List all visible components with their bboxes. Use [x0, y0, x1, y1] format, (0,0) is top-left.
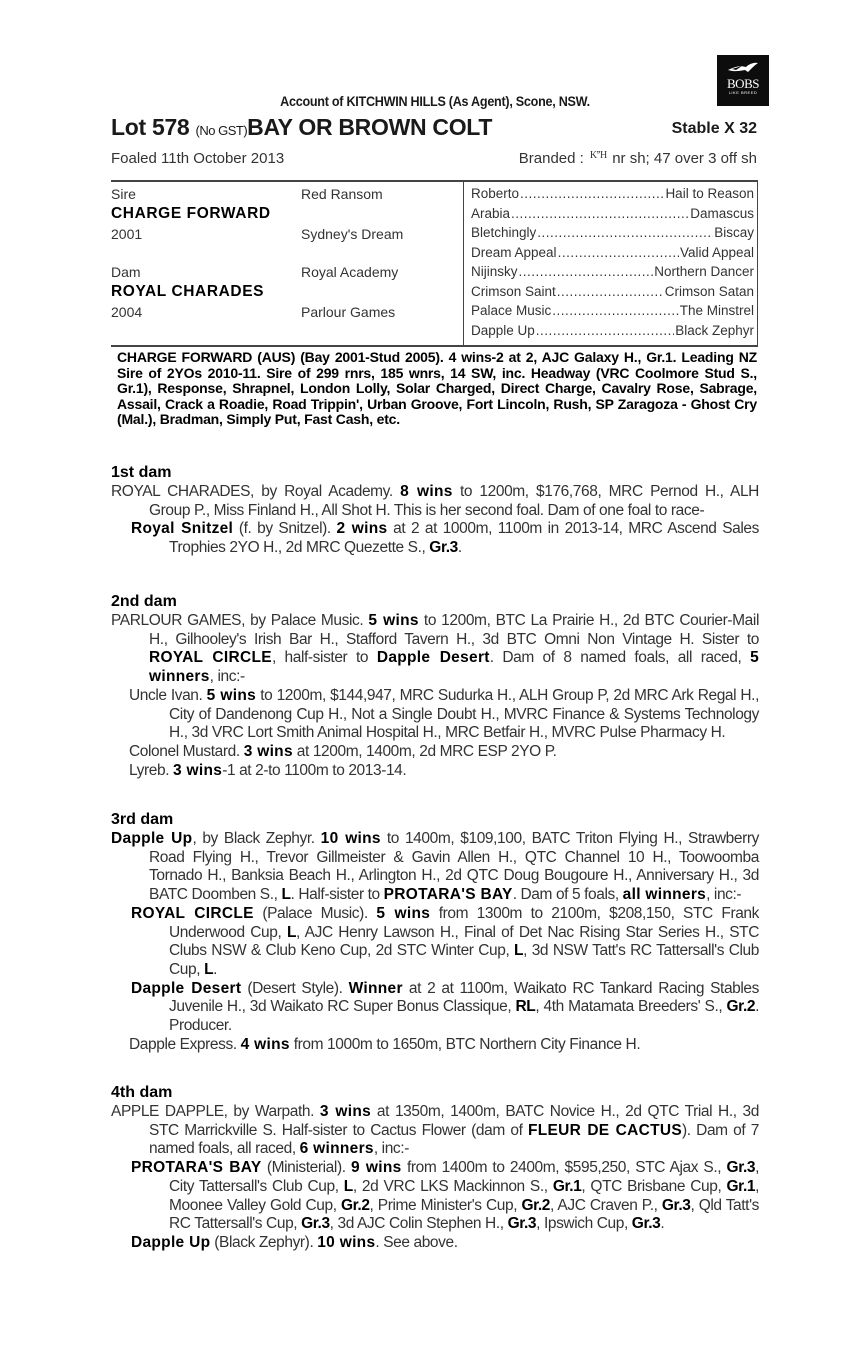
- brand-mark-icon: K’’H: [589, 150, 607, 161]
- bold-text: 5 wins: [376, 904, 431, 922]
- horse-name: Dapple Desert: [376, 649, 490, 667]
- first-dam-section: [111, 463, 759, 558]
- text: , QTC Brisbane Cup,: [581, 1177, 727, 1195]
- text: (Black Zephyr).: [210, 1233, 318, 1251]
- text: to 1200m, $176,768, MRC Pernod H., ALH Group P., Miss Finland H., All Shot H. This is her second foal. Dam of one foal to race-: [149, 483, 759, 519]
- grade-badge: Gr.2: [521, 1196, 551, 1214]
- grade-badge: Gr.2: [726, 998, 756, 1016]
- bold-text: 6 winners: [299, 1140, 374, 1158]
- gst-note: (No GST): [195, 123, 248, 138]
- grade-badge: Gr.3: [429, 539, 458, 557]
- grandparent-left: Roberto: [471, 186, 520, 201]
- text: , inc:-: [373, 1140, 409, 1158]
- grandparent-left: Bletchingly: [471, 225, 537, 240]
- dam-year: 2004: [111, 304, 143, 320]
- text: ROYAL CHARADES, by Royal Academy.: [111, 483, 401, 500]
- pedigree-grandparents: [468, 182, 756, 345]
- logo-brand: BOBS: [727, 76, 759, 91]
- text: to 1200m, $144,947, MRC Sudurka H., ALH Group P, 2d MRC Ark Regal H., City of Dandenong Cup H., Not a Single Doubt H., MVRC Finance & Systems Technology H., 3d VRC Lort Smith Animal Hospital H., MRC Betfair H., MVRC Pulse Pharmacy H.: [169, 686, 759, 742]
- text: Uncle Ivan.: [129, 686, 207, 704]
- horse-name: PROTARA'S BAY: [383, 886, 513, 904]
- grade-badge: L: [281, 886, 291, 904]
- text: , Prime Minister's Cup,: [369, 1196, 522, 1214]
- grade-badge: Gr.3: [631, 1215, 661, 1233]
- grandparent-right: Biscay: [714, 225, 754, 240]
- text: Dapple Express.: [129, 1035, 241, 1053]
- progeny-paragraph: [111, 1234, 759, 1253]
- bold-text: 8 wins: [400, 483, 453, 500]
- text: ). Dam of 7 named foals, all raced,: [149, 1121, 760, 1158]
- second-dam-section: [111, 592, 759, 780]
- progeny-paragraph: [111, 980, 759, 1036]
- grandparent-right: Northern Dancer: [654, 264, 754, 279]
- section-title: 4th dam: [111, 1084, 173, 1101]
- text: , Moonee Valley Gold Cup,: [169, 1177, 759, 1214]
- leader-dots: [558, 245, 679, 264]
- text: . Producer.: [169, 998, 759, 1035]
- logo-subtitle: LIKE BREED: [728, 90, 758, 95]
- sire-dam: Sydney's Dream: [301, 226, 404, 242]
- grade-badge: Gr.3: [726, 1159, 756, 1177]
- text: (Ministerial).: [261, 1159, 351, 1177]
- text: at 1350m, 1400m, BATC Novice H., 2d QTC Trial H., 3d STC Marrickville S. Half-sister to Cactus Flower (dam of: [149, 1103, 759, 1139]
- bold-text: 5 wins: [206, 686, 257, 704]
- dam-paragraph: [111, 612, 759, 687]
- text: , Qld Tatt's RC Tattersall's Cup,: [169, 1196, 759, 1233]
- grandparent-right: Crimson Satan: [664, 284, 754, 299]
- grandparent-left: Crimson Saint: [471, 284, 556, 299]
- text: (Desert Style).: [241, 979, 349, 997]
- grade-badge: Gr.2: [340, 1196, 370, 1214]
- lot-heading: [111, 114, 759, 142]
- text: -1 at 2-to 1100m to 2013-14.: [222, 761, 407, 779]
- section-title: 1st dam: [111, 464, 172, 481]
- progeny-paragraph: [111, 520, 759, 557]
- text: .: [660, 1215, 665, 1233]
- text: , half-sister to: [271, 649, 377, 667]
- leader-dots: [557, 284, 664, 303]
- horse-name: Dapple Up: [111, 830, 193, 847]
- bold-text: all winners: [622, 886, 707, 904]
- foaled-date: Foaled 11th October 2013: [111, 150, 285, 167]
- text: (f. by Snitzel).: [233, 520, 337, 538]
- text: , by Black Zephyr.: [192, 830, 321, 847]
- horse-name: Dapple Up: [131, 1233, 211, 1251]
- bold-text: 10 wins: [317, 1233, 376, 1251]
- leader-dots: [537, 225, 713, 244]
- grade-badge: L: [343, 1177, 353, 1195]
- dam-name: ROYAL CHARADES: [111, 283, 265, 300]
- text: .: [213, 960, 218, 978]
- text: . See above.: [375, 1233, 458, 1251]
- lot-description: BAY OR BROWN COLT: [247, 114, 493, 140]
- text: PARLOUR GAMES, by Palace Music.: [111, 612, 369, 629]
- grandparent-right: Black Zephyr: [675, 323, 754, 338]
- horse-name: ROYAL CIRCLE: [131, 904, 254, 922]
- dam-paragraph: [111, 483, 759, 520]
- grade-badge: Gr.1: [552, 1177, 582, 1195]
- branded-detail: nr sh; 47 over 3 off sh: [612, 150, 757, 167]
- leader-dots: [520, 186, 664, 205]
- pedigree-table: [111, 180, 758, 347]
- grade-badge: L: [286, 923, 297, 941]
- grandparent-right: Valid Appeal: [679, 245, 754, 260]
- fourth-dam-section: [111, 1083, 759, 1253]
- text: to 1400m, $109,100, BATC Triton Flying H., Strawberry Road Flying H., Trevor Gillmeister & Gavin Allen H., QTC Channel 10 H., Toowoomba Tornado H., Banksia Beach H., Arlington H., 2d QTC Doug Bougoure H., Anniversary H., 3d BATC Doomben S.,: [149, 830, 759, 904]
- vendor-account: Account of KITCHWIN HILLS (As Agent), Scone, NSW.: [280, 93, 590, 109]
- sire-label: Sire: [111, 186, 136, 202]
- sire-name: CHARGE FORWARD: [111, 205, 271, 222]
- grandparent-row: [471, 225, 754, 244]
- text: , City Tattersall's Club Cup,: [169, 1159, 760, 1195]
- grandparent-row: [471, 186, 754, 205]
- text: , 2d VRC LKS Mackinnon S.,: [352, 1177, 553, 1195]
- grandparent-row: [471, 245, 754, 264]
- grade-badge: Gr.3: [507, 1215, 537, 1233]
- grandparent-row: [471, 284, 754, 303]
- text: from 1300m to 2100m, $208,150, STC Frank Underwood Cup,: [169, 904, 759, 941]
- text: , AJC Craven P.,: [550, 1196, 662, 1214]
- horse-name: Dapple Desert: [131, 979, 242, 997]
- text: . Dam of 5 foals,: [512, 886, 623, 904]
- grandparent-right: Damascus: [690, 206, 754, 221]
- text: , 4th Matamata Breeders' S.,: [535, 998, 727, 1016]
- leader-dots: [519, 264, 654, 283]
- lot-number: Lot 578: [111, 114, 190, 140]
- grandparent-left: Palace Music: [471, 303, 552, 318]
- text: , 3d AJC Colin Stephen H.,: [329, 1215, 508, 1233]
- grandparent-left: Dream Appeal: [471, 245, 557, 260]
- progeny-paragraph: [111, 1159, 759, 1234]
- bold-text: 5 winners: [149, 649, 759, 686]
- grandparent-right: Hail to Reason: [665, 186, 754, 201]
- section-title: 2nd dam: [111, 593, 177, 610]
- progeny-paragraph: [111, 905, 759, 980]
- bold-text: 10 wins: [320, 830, 381, 847]
- bold-text: 3 wins: [173, 761, 223, 779]
- grade-badge: Gr.3: [301, 1215, 330, 1233]
- text: at 2 at 1000m, 1100m in 2013-14, MRC Ascend Sales Trophies 2YO H., 2d MRC Quezette S.,: [169, 520, 759, 557]
- leader-dots: [511, 206, 689, 225]
- section-title: 3rd dam: [111, 811, 174, 828]
- text: APPLE DAPPLE, by Warpath.: [111, 1103, 320, 1120]
- text: , AJC Henry Lawson H., Final of Det Nac Rising Star Series H., STC Clubs NSW & Club Keno Cup, 2d STC Winter Cup,: [169, 923, 759, 960]
- bold-text: 4 wins: [240, 1035, 290, 1053]
- dam-paragraph: [111, 1103, 759, 1159]
- text: , Ipswich Cup,: [536, 1215, 632, 1233]
- dam-sire: Royal Academy: [301, 264, 399, 280]
- leader-dots: [552, 303, 678, 322]
- text: , 3d NSW Tatt's RC Tattersall's Club Cup,: [169, 942, 760, 978]
- grandparent-left: Arabia: [471, 206, 511, 221]
- sire-summary: CHARGE FORWARD (AUS) (Bay 2001-Stud 2005). 4 wins-2 at 2, AJC Galaxy H., Gr.1. Leading NZ Sire of 2YOs 2010-11. Sire of 299 rnrs, 185 wnrs, 14 SW, inc. Headway (VRC Coolmore Stud S., Gr.1), Response, Shrapnel, London Lolly, Solar Charged, Direct Charge, Cavalry Rose, Sabrage, Assail, Crack a Roadie, Road Trippin', Urban Groove, Fort Lincoln, Rush, SP Zaragoza - Ghost Cry (Mal.), Bradman, Simply Put, Fast Cash, etc.: [117, 349, 757, 427]
- pedigree-divider: [463, 182, 464, 345]
- horse-name: ROYAL CIRCLE: [149, 649, 272, 667]
- text: at 2 at 1100m, Waikato RC Tankard Racing Stables Juvenile H., 3d Waikato RC Super Bonus Classique,: [169, 979, 759, 1016]
- bold-text: Winner: [348, 979, 403, 997]
- grade-badge: L: [514, 942, 524, 960]
- grade-badge: Gr.1: [726, 1177, 756, 1195]
- progeny-paragraph: [111, 743, 759, 762]
- grandparent-left: Nijinsky: [471, 264, 518, 279]
- text: , inc:-: [209, 668, 245, 686]
- text: to 1200m, BTC La Prairie H., 2d BTC Courier-Mail H., Gilhooley's Irish Bar H., Stafford Tavern H., 3d BTC Omni Non Vintage H. Sister to: [149, 612, 759, 648]
- sire-sire: Red Ransom: [301, 186, 383, 202]
- bold-text: 3 wins: [319, 1103, 372, 1120]
- bold-text: 5 wins: [368, 612, 419, 629]
- dam-label: Dam: [111, 264, 141, 280]
- dam-dam: Parlour Games: [301, 304, 396, 320]
- progeny-paragraph: [111, 1036, 759, 1055]
- text: (Palace Music).: [253, 904, 377, 922]
- horse-name: PROTARA'S BAY: [131, 1159, 262, 1177]
- progeny-paragraph: [111, 687, 759, 743]
- winged-horse-icon: [726, 61, 760, 75]
- branded-label: Branded :: [518, 150, 584, 167]
- third-dam-section: [111, 810, 759, 1054]
- grandparent-left: Dapple Up: [471, 323, 535, 338]
- text: .: [457, 539, 462, 557]
- leader-dots: [536, 323, 674, 342]
- grade-badge: RL: [515, 998, 536, 1016]
- sire-year: 2001: [111, 226, 143, 242]
- grandparent-row: [471, 303, 754, 322]
- pedigree-parents: [111, 182, 461, 345]
- dam-paragraph: [111, 830, 759, 905]
- horse-name: Royal Snitzel: [131, 520, 234, 538]
- text: from 1000m to 1650m, BTC Northern City Finance H.: [289, 1035, 641, 1053]
- stable-location: Stable X 32: [671, 120, 757, 137]
- bold-text: 9 wins: [350, 1159, 402, 1177]
- text: Lyreb.: [129, 761, 174, 779]
- text: , inc:-: [706, 886, 742, 904]
- progeny-paragraph: [111, 762, 759, 781]
- horse-name: FLEUR DE CACTUS: [527, 1121, 683, 1139]
- grandparent-row: [471, 323, 754, 342]
- bold-text: 3 wins: [243, 742, 293, 760]
- grade-badge: Gr.3: [661, 1196, 691, 1214]
- text: . Half-sister to: [290, 886, 384, 904]
- grade-badge: L: [204, 960, 214, 978]
- text: Colonel Mustard.: [129, 742, 244, 760]
- grandparent-row: [471, 206, 754, 225]
- text: . Dam of 8 named foals, all raced,: [489, 649, 751, 667]
- grandparent-row: [471, 264, 754, 283]
- text: at 1200m, 1400m, 2d MRC ESP 2YO P.: [292, 742, 557, 760]
- grandparent-right: The Minstrel: [679, 303, 754, 318]
- branded-info: [519, 150, 757, 167]
- bold-text: 2 wins: [336, 520, 388, 538]
- text: from 1400m to 2400m, $595,250, STC Ajax S.,: [401, 1159, 727, 1177]
